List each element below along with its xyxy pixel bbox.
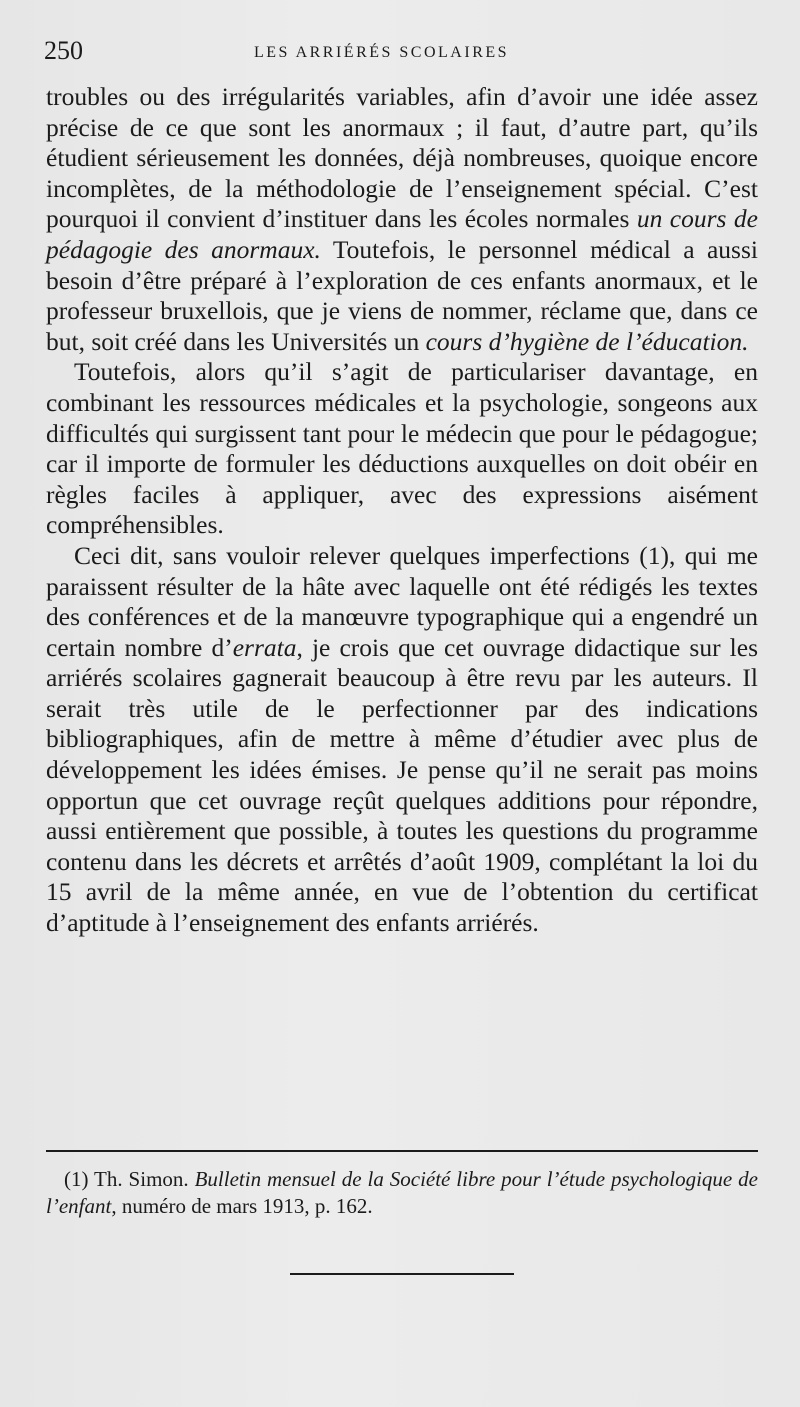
footnote-segment-1: Th. Simon. bbox=[88, 1167, 195, 1191]
paragraph-3-segment-2: errata bbox=[232, 632, 297, 662]
paragraph-1 bbox=[46, 82, 758, 357]
footnote-marker: (1) bbox=[64, 1167, 89, 1191]
end-rule bbox=[290, 1273, 514, 1275]
footnote-segment-3: , numéro de mars 1913, p. 162. bbox=[111, 1194, 373, 1218]
paragraph-1-segment-1: troubles ou des irrégularités variables, afin d’avoir une idée assez précise de ce que sont les anormaux ; il faut, d’autre part, qu’ils étudient sérieusement les données, déjà nombreuses, quoique encore incomplètes, de la méthodologie de l’enseignement spécial. C’est pourquoi il convient d’instituer dans les écoles normales bbox=[46, 82, 758, 234]
footnote-separator-rule bbox=[46, 1150, 758, 1152]
paragraph-3-segment-1: Ceci dit, sans vouloir relever quelques imperfections (1), qui me paraissent résulter de la hâte avec laquelle ont été rédigés les textes des conférences et de la manœuvre typographique qui a engendré un certain nombre d’ bbox=[46, 540, 758, 662]
page-header bbox=[44, 36, 756, 70]
body-text bbox=[46, 82, 758, 939]
paragraph-2-segment-1: Toutefois, alors qu’il s’agit de particulariser davantage, en combinant les ressources médicales et la psychologie, songeons aux difficultés qui surgissent tant pour le médecin que pour le pédagogue; car il importe de formuler les déductions auxquelles on doit obéir en règles faciles à appliquer, avec des expressions aisément compréhensibles. bbox=[46, 357, 758, 540]
paragraph-1-segment-4: cours d’hygiène de l’éducation. bbox=[425, 326, 749, 356]
footnote bbox=[46, 1166, 758, 1220]
page-number: 250 bbox=[44, 36, 83, 65]
paragraph-1-segment-2: un cours de pédagogie des anormaux. bbox=[46, 204, 759, 264]
footnote-segment-2: Bulletin mensuel de la Société libre pour l’étude psychologique de l’enfant bbox=[46, 1167, 758, 1218]
paragraph-1-segment-3: Toutefois, le personnel médical a aussi besoin d’être préparé à l’exploration de ces enfants anormaux, et le professeur bruxellois, que je viens de nommer, réclame que, dans ce but, soit créé dans les Universités un bbox=[46, 234, 758, 356]
paragraph-3 bbox=[46, 541, 758, 939]
paragraph-3-segment-3: , je crois que cet ouvrage didactique sur les arriérés scolaires gagnerait beaucoup à être revu par les auteurs. Il serait très utile de le perfectionner par des indications bibliographiques, afin de mettre à même d’étudier avec plus de développement les idées émises. Je pense qu’il ne serait pas moins opportun que cet ouvrage reçût quelques additions pour répondre, aussi entièrement que possible, à toutes les questions du programme contenu dans les décrets et arrêtés d’août 1909, complétant la loi du 15 avril de la même année, en vue de l’obtention du certificat d’aptitude à l’enseignement des enfants arriérés. bbox=[46, 632, 758, 938]
running-title: LES ARRIÉRÉS SCOLAIRES bbox=[254, 44, 510, 61]
paragraph-2 bbox=[46, 357, 758, 541]
